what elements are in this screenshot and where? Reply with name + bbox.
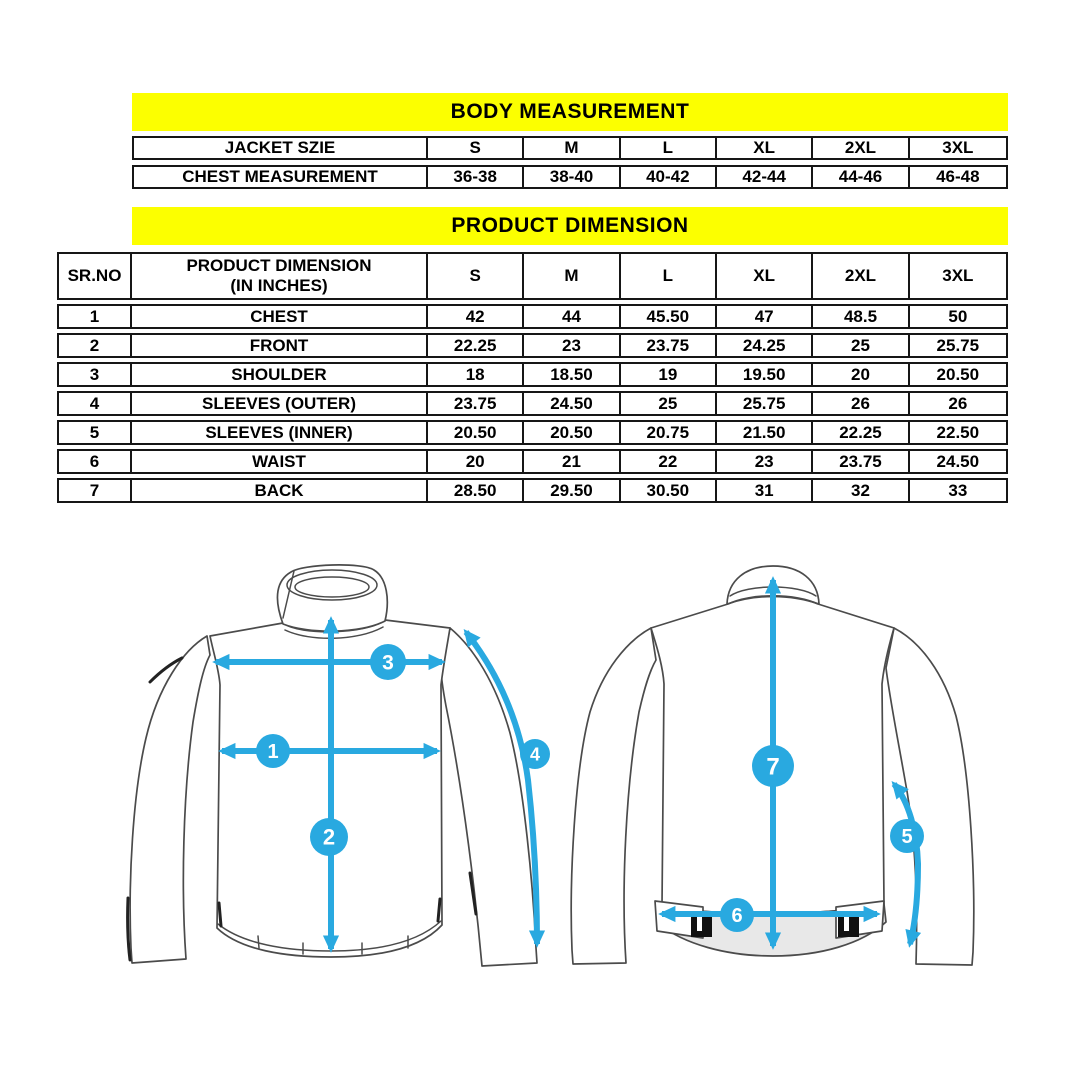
- table-row-sleeves-inner: [57, 420, 1008, 445]
- body-measurement-title: BODY MEASUREMENT: [132, 93, 1008, 131]
- value-xl: 47: [717, 306, 813, 327]
- product-dimension-header-row: [57, 252, 1008, 300]
- front-left-sleeve: [130, 636, 210, 963]
- header-dimension-line2: (IN INCHES): [230, 276, 328, 295]
- table-row-shoulder: [57, 362, 1008, 387]
- value-m: 23: [524, 335, 620, 356]
- row-label: SHOULDER: [132, 364, 428, 385]
- value-2xl: 22.25: [813, 422, 909, 443]
- value-2xl: 25: [813, 335, 909, 356]
- back-right-buckle-slot: [844, 917, 849, 931]
- value-3xl: 25.75: [936, 335, 980, 355]
- value-3xl: 22.50: [936, 422, 980, 442]
- product-dimension-title: PRODUCT DIMENSION: [132, 207, 1008, 245]
- value-xl: 24.25: [717, 335, 813, 356]
- value-xl: 31: [717, 480, 813, 501]
- chest-range-3xl: 46-48: [936, 167, 980, 187]
- row-sr: 7: [59, 480, 132, 501]
- value-m: 24.50: [524, 393, 620, 414]
- chest-range-xl: 42-44: [717, 167, 813, 187]
- back-left-sleeve: [571, 628, 656, 964]
- row-sr: 6: [59, 451, 132, 472]
- table-row-back: [57, 478, 1008, 503]
- header-size-2xl: 2XL: [813, 254, 909, 298]
- chest-measurement-row-label: CHEST MEASUREMENT: [134, 167, 428, 187]
- header-size-l: L: [621, 254, 717, 298]
- value-3xl: 50: [948, 306, 968, 326]
- value-s: 23.75: [428, 393, 524, 414]
- chest-range-2xl: 44-46: [813, 167, 909, 187]
- row-label: FRONT: [132, 335, 428, 356]
- value-3xl: 24.50: [936, 451, 980, 471]
- value-l: 30.50: [621, 480, 717, 501]
- jacket-size-2xl: 2XL: [813, 138, 909, 158]
- header-size-m: M: [524, 254, 620, 298]
- value-m: 21: [524, 451, 620, 472]
- value-s: 28.50: [428, 480, 524, 501]
- table-row-sleeves-outer: [57, 391, 1008, 416]
- jacket-size-l: L: [621, 138, 717, 158]
- value-xl: 25.75: [717, 393, 813, 414]
- value-l: 25: [621, 393, 717, 414]
- row-sr: 5: [59, 422, 132, 443]
- body-measurement-table: [132, 93, 1008, 189]
- row-sr: 2: [59, 335, 132, 356]
- chest-measurement-row: [132, 165, 1008, 189]
- chest-range-s: 36-38: [428, 167, 524, 187]
- row-sr: 3: [59, 364, 132, 385]
- marker-label-5: 5: [901, 826, 913, 848]
- value-l: 45.50: [621, 306, 717, 327]
- marker-label-1: 1: [267, 741, 279, 763]
- row-sr: 1: [59, 306, 132, 327]
- value-l: 23.75: [621, 335, 717, 356]
- value-m: 20.50: [524, 422, 620, 443]
- value-m: 44: [524, 306, 620, 327]
- row-label: WAIST: [132, 451, 428, 472]
- value-2xl: 26: [813, 393, 909, 414]
- jacket-size-m: M: [524, 138, 620, 158]
- marker-label-6: 6: [731, 905, 743, 927]
- jacket-size-row: [132, 136, 1008, 160]
- row-label: SLEEVES (INNER): [132, 422, 428, 443]
- jacket-size-3xl: 3XL: [942, 138, 974, 158]
- jacket-size-row-label: JACKET SZIE: [134, 138, 428, 158]
- value-l: 22: [621, 451, 717, 472]
- back-left-buckle-slot: [697, 917, 702, 931]
- marker-label-4: 4: [529, 744, 541, 765]
- row-label: CHEST: [132, 306, 428, 327]
- value-2xl: 23.75: [813, 451, 909, 472]
- value-xl: 23: [717, 451, 813, 472]
- table-row-front: [57, 333, 1008, 358]
- header-dimension-line1: PRODUCT DIMENSION: [186, 256, 372, 276]
- value-3xl: 26: [948, 393, 968, 413]
- value-3xl: 20.50: [936, 364, 980, 384]
- jacket-measurement-diagram: [0, 540, 1080, 1080]
- header-sr-no: SR.NO: [59, 254, 132, 298]
- value-s: 22.25: [428, 335, 524, 356]
- value-2xl: 32: [813, 480, 909, 501]
- row-label: BACK: [132, 480, 428, 501]
- chest-range-l: 40-42: [621, 167, 717, 187]
- value-s: 42: [428, 306, 524, 327]
- value-l: 19: [621, 364, 717, 385]
- table-row-chest: [57, 304, 1008, 329]
- value-2xl: 20: [813, 364, 909, 385]
- value-xl: 19.50: [717, 364, 813, 385]
- marker-label-7: 7: [766, 753, 780, 781]
- value-s: 18: [428, 364, 524, 385]
- chest-range-m: 38-40: [524, 167, 620, 187]
- value-m: 18.50: [524, 364, 620, 385]
- header-size-3xl: 3XL: [942, 266, 974, 286]
- front-right-sleeve: [441, 628, 537, 966]
- value-2xl: 48.5: [813, 306, 909, 327]
- value-xl: 21.50: [717, 422, 813, 443]
- row-label: SLEEVES (OUTER): [132, 393, 428, 414]
- product-dimension-table: [57, 207, 1008, 503]
- value-s: 20.50: [428, 422, 524, 443]
- value-s: 20: [428, 451, 524, 472]
- row-sr: 4: [59, 393, 132, 414]
- value-3xl: 33: [948, 480, 968, 500]
- value-l: 20.75: [621, 422, 717, 443]
- header-dimension: [132, 254, 428, 298]
- jacket-size-xl: XL: [717, 138, 813, 158]
- table-row-waist: [57, 449, 1008, 474]
- marker-label-2: 2: [322, 824, 336, 850]
- value-m: 29.50: [524, 480, 620, 501]
- jacket-size-s: S: [428, 138, 524, 158]
- header-size-s: S: [428, 254, 524, 298]
- header-size-xl: XL: [717, 254, 813, 298]
- marker-label-3: 3: [382, 651, 394, 675]
